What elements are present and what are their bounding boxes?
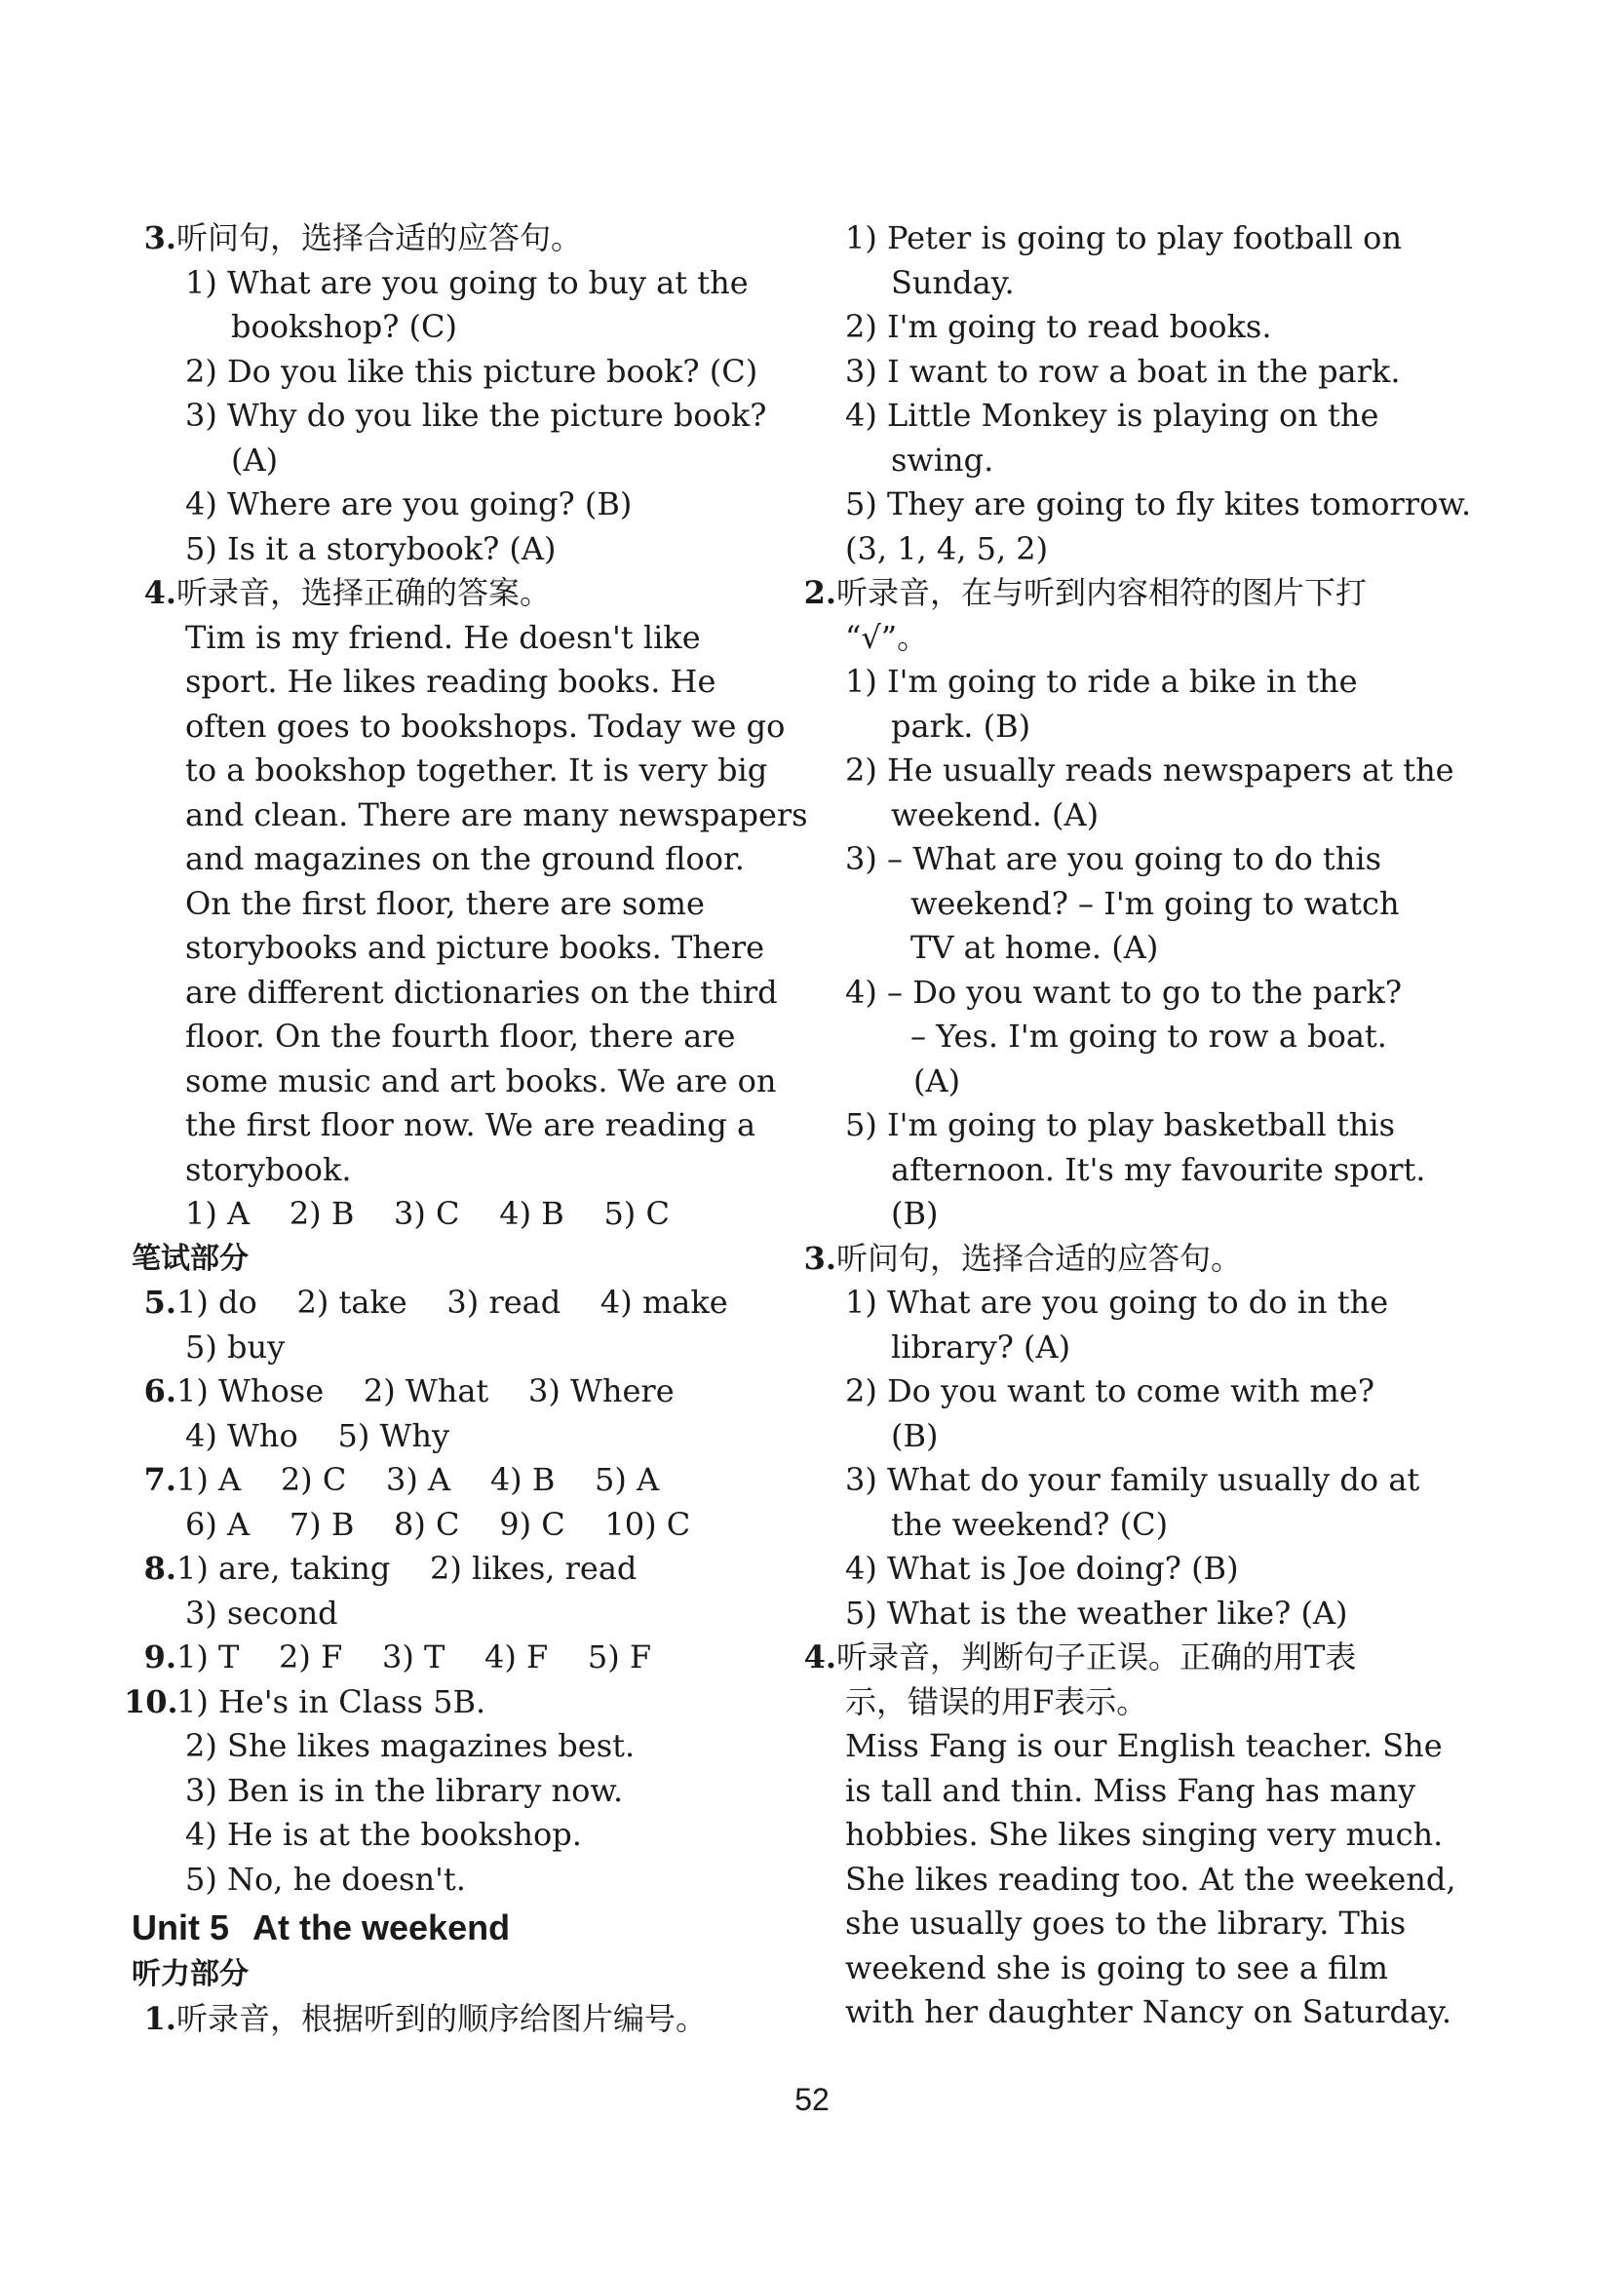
transcript-line: 1) I'm going to ride a bike in the [845,663,1358,700]
question-number: 10. [124,1682,178,1720]
transcript-line: weekend? – I'm going to watch [910,884,1400,922]
transcript-line: afternoon. It's my favourite sport. [891,1150,1426,1188]
transcript-line: – Yes. I'm going to row a boat. [910,1018,1387,1055]
passage-line: and clean. There are many newspapers [185,795,808,833]
unit-label: Unit 5 [132,1907,230,1947]
passage-line: some music and art books. We are on [185,1061,777,1099]
question-number: 8. [143,1550,176,1587]
question-number: 3. [803,1239,836,1277]
answer-line: 5) No, he doesn't. [185,1860,466,1898]
question-2-heading [801,571,1386,616]
answer-line: 4) Who 5) Why [185,1416,450,1454]
answer-line: 4) Where are you going? (B) [185,485,633,522]
transcript-line: 2) I'm going to read books. [845,308,1272,345]
answer-line: 5) What is the weather like? (A) [845,1594,1348,1632]
answer-line: 1) do 2) take 3) read 4) make [176,1284,728,1321]
passage-line: sport. He likes reading books. He [185,663,716,700]
question-number: 3. [143,219,176,256]
answer-line: (3, 1, 4, 5, 2) [845,529,1049,567]
question-number: 2. [803,574,836,611]
transcript-line: swing. [891,441,994,479]
question-title: 听录音，根据听到的顺序给图片编号。 [176,1999,708,2037]
question-title-cont: “√”。 [845,618,929,656]
passage-line: often goes to bookshops. Today we go [185,707,786,745]
answer-line: 3) second [185,1594,338,1632]
passage-line: is tall and thin. Miss Fang has many [845,1771,1416,1809]
page-number: 52 [794,2082,830,2117]
transcript-line: 1) Peter is going to play football on [845,219,1403,256]
question-number: 4. [803,1638,836,1675]
answer-line: 1) What are you going to buy at the [185,263,749,301]
answer-line: 2) Do you want to come with me? [845,1372,1374,1409]
answer-line: 1) A 2) B 3) C 4) B 5) C [185,1195,670,1232]
answer-line: (B) [891,1195,939,1232]
answer-line: 1) Whose 2) What 3) Where [176,1372,675,1409]
answer-line: 6) A 7) B 8) C 9) C 10) C [185,1505,691,1543]
question-title: 听录音，选择正确的答案。 [176,574,552,611]
left-column [124,216,808,2041]
answer-line: 1) A 2) C 3) A 4) B 5) A [176,1461,660,1498]
answer-line: 3) Why do you like the picture book? [185,397,767,434]
passage-line: Miss Fang is our English teacher. She [845,1727,1443,1764]
passage-line: are different dictionaries on the third [185,973,778,1011]
passage-line: storybook. [185,1150,352,1188]
question-6 [141,1369,741,1414]
question-10 [124,1680,741,1725]
passage-line: Tim is my friend. He doesn't like [185,618,701,656]
question-number: 6. [143,1372,176,1409]
passage-line: storybooks and picture books. There [185,929,765,966]
answer-line: 2) She likes magazines best. [185,1727,636,1764]
right-column [801,216,1472,2035]
answer-line: (A) [913,1061,961,1099]
question-title: 听问句，选择合适的应答句。 [836,1239,1243,1277]
answer-line: the weekend? (C) [891,1505,1169,1543]
question-3-heading [801,1237,1386,1282]
answer-line: 5) Is it a storybook? (A) [185,529,557,567]
answer-line: 4) What is Joe doing? (B) [845,1550,1239,1587]
passage-line: On the first floor, there are some [185,884,705,922]
question-title: 听录音，判断句子正误。正确的用T表 [836,1638,1357,1675]
answer-line: 1) He's in Class 5B. [176,1682,486,1720]
question-9 [141,1636,741,1680]
question-4-heading [141,571,741,616]
transcript-line: 2) He usually reads newspapers at the [845,751,1454,789]
passage-line: she usually goes to the library. This [845,1905,1407,1942]
transcript-line: TV at home. (A) [910,929,1159,966]
answer-line: 5) buy [185,1328,286,1366]
passage-line: weekend she is going to see a film [845,1948,1389,1986]
question-title: 听问句，选择合适的应答句。 [176,219,583,256]
transcript-line: 5) I'm going to play basketball this [845,1106,1396,1143]
answer-line: (A) [231,441,279,479]
question-number: 4. [143,574,176,611]
question-4-heading [801,1636,1386,1680]
answer-line: 3) Ben is in the library now. [185,1771,624,1809]
question-1-heading [141,1997,741,2042]
question-7 [141,1458,741,1503]
question-title: 听录音，在与听到内容相符的图片下打 [836,574,1368,611]
question-title-cont: 示，错误的用F表示。 [845,1682,1148,1720]
transcript-line: 3) – What are you going to do this [845,840,1381,877]
transcript-line: park. (B) [891,707,1031,745]
question-number: 1. [143,1999,176,2037]
unit-title: At the weekend [252,1907,511,1947]
question-number: 7. [143,1461,176,1498]
question-8 [141,1547,741,1592]
transcript-line: 4) – Do you want to go to the park? [845,973,1403,1011]
transcript-line: 5) They are going to fly kites tomorrow. [845,485,1472,522]
section-heading-written: 笔试部分 [132,1241,249,1276]
passage-line: hobbies. She likes singing very much. [845,1816,1444,1853]
passage-line: with her daughter Nancy on Saturday. [845,1993,1452,2030]
passage-line: to a bookshop together. It is very big [185,751,768,789]
transcript-line: weekend. (A) [891,795,1100,833]
passage-line: the first floor now. We are reading a [185,1106,756,1143]
answer-line: 1) What are you going to do in the [845,1284,1389,1321]
transcript-line: 4) Little Monkey is playing on the [845,397,1379,434]
question-3-heading [141,216,741,261]
answer-line: 4) He is at the bookshop. [185,1816,582,1853]
transcript-line: Sunday. [891,263,1015,301]
answer-line: 3) What do your family usually do at [845,1461,1420,1498]
transcript-line: 3) I want to row a boat in the park. [845,352,1401,390]
question-5 [141,1281,741,1326]
question-number: 5. [143,1284,176,1321]
passage-line: floor. On the fourth floor, there are [185,1018,736,1055]
section-heading-listening: 听力部分 [132,1957,249,1991]
unit-heading [132,1904,741,1952]
answer-line: library? (A) [891,1328,1071,1366]
answer-line: 1) are, taking 2) likes, read [176,1550,638,1587]
answer-line: (B) [891,1416,939,1454]
answer-line: 2) Do you like this picture book? (C) [185,352,758,390]
answer-line: 1) T 2) F 3) T 4) F 5) F [176,1638,652,1675]
passage-line: She likes reading too. At the weekend, [845,1860,1456,1898]
answer-line: bookshop? (C) [231,308,457,345]
question-number: 9. [143,1638,176,1675]
passage-line: and magazines on the ground floor. [185,840,745,877]
